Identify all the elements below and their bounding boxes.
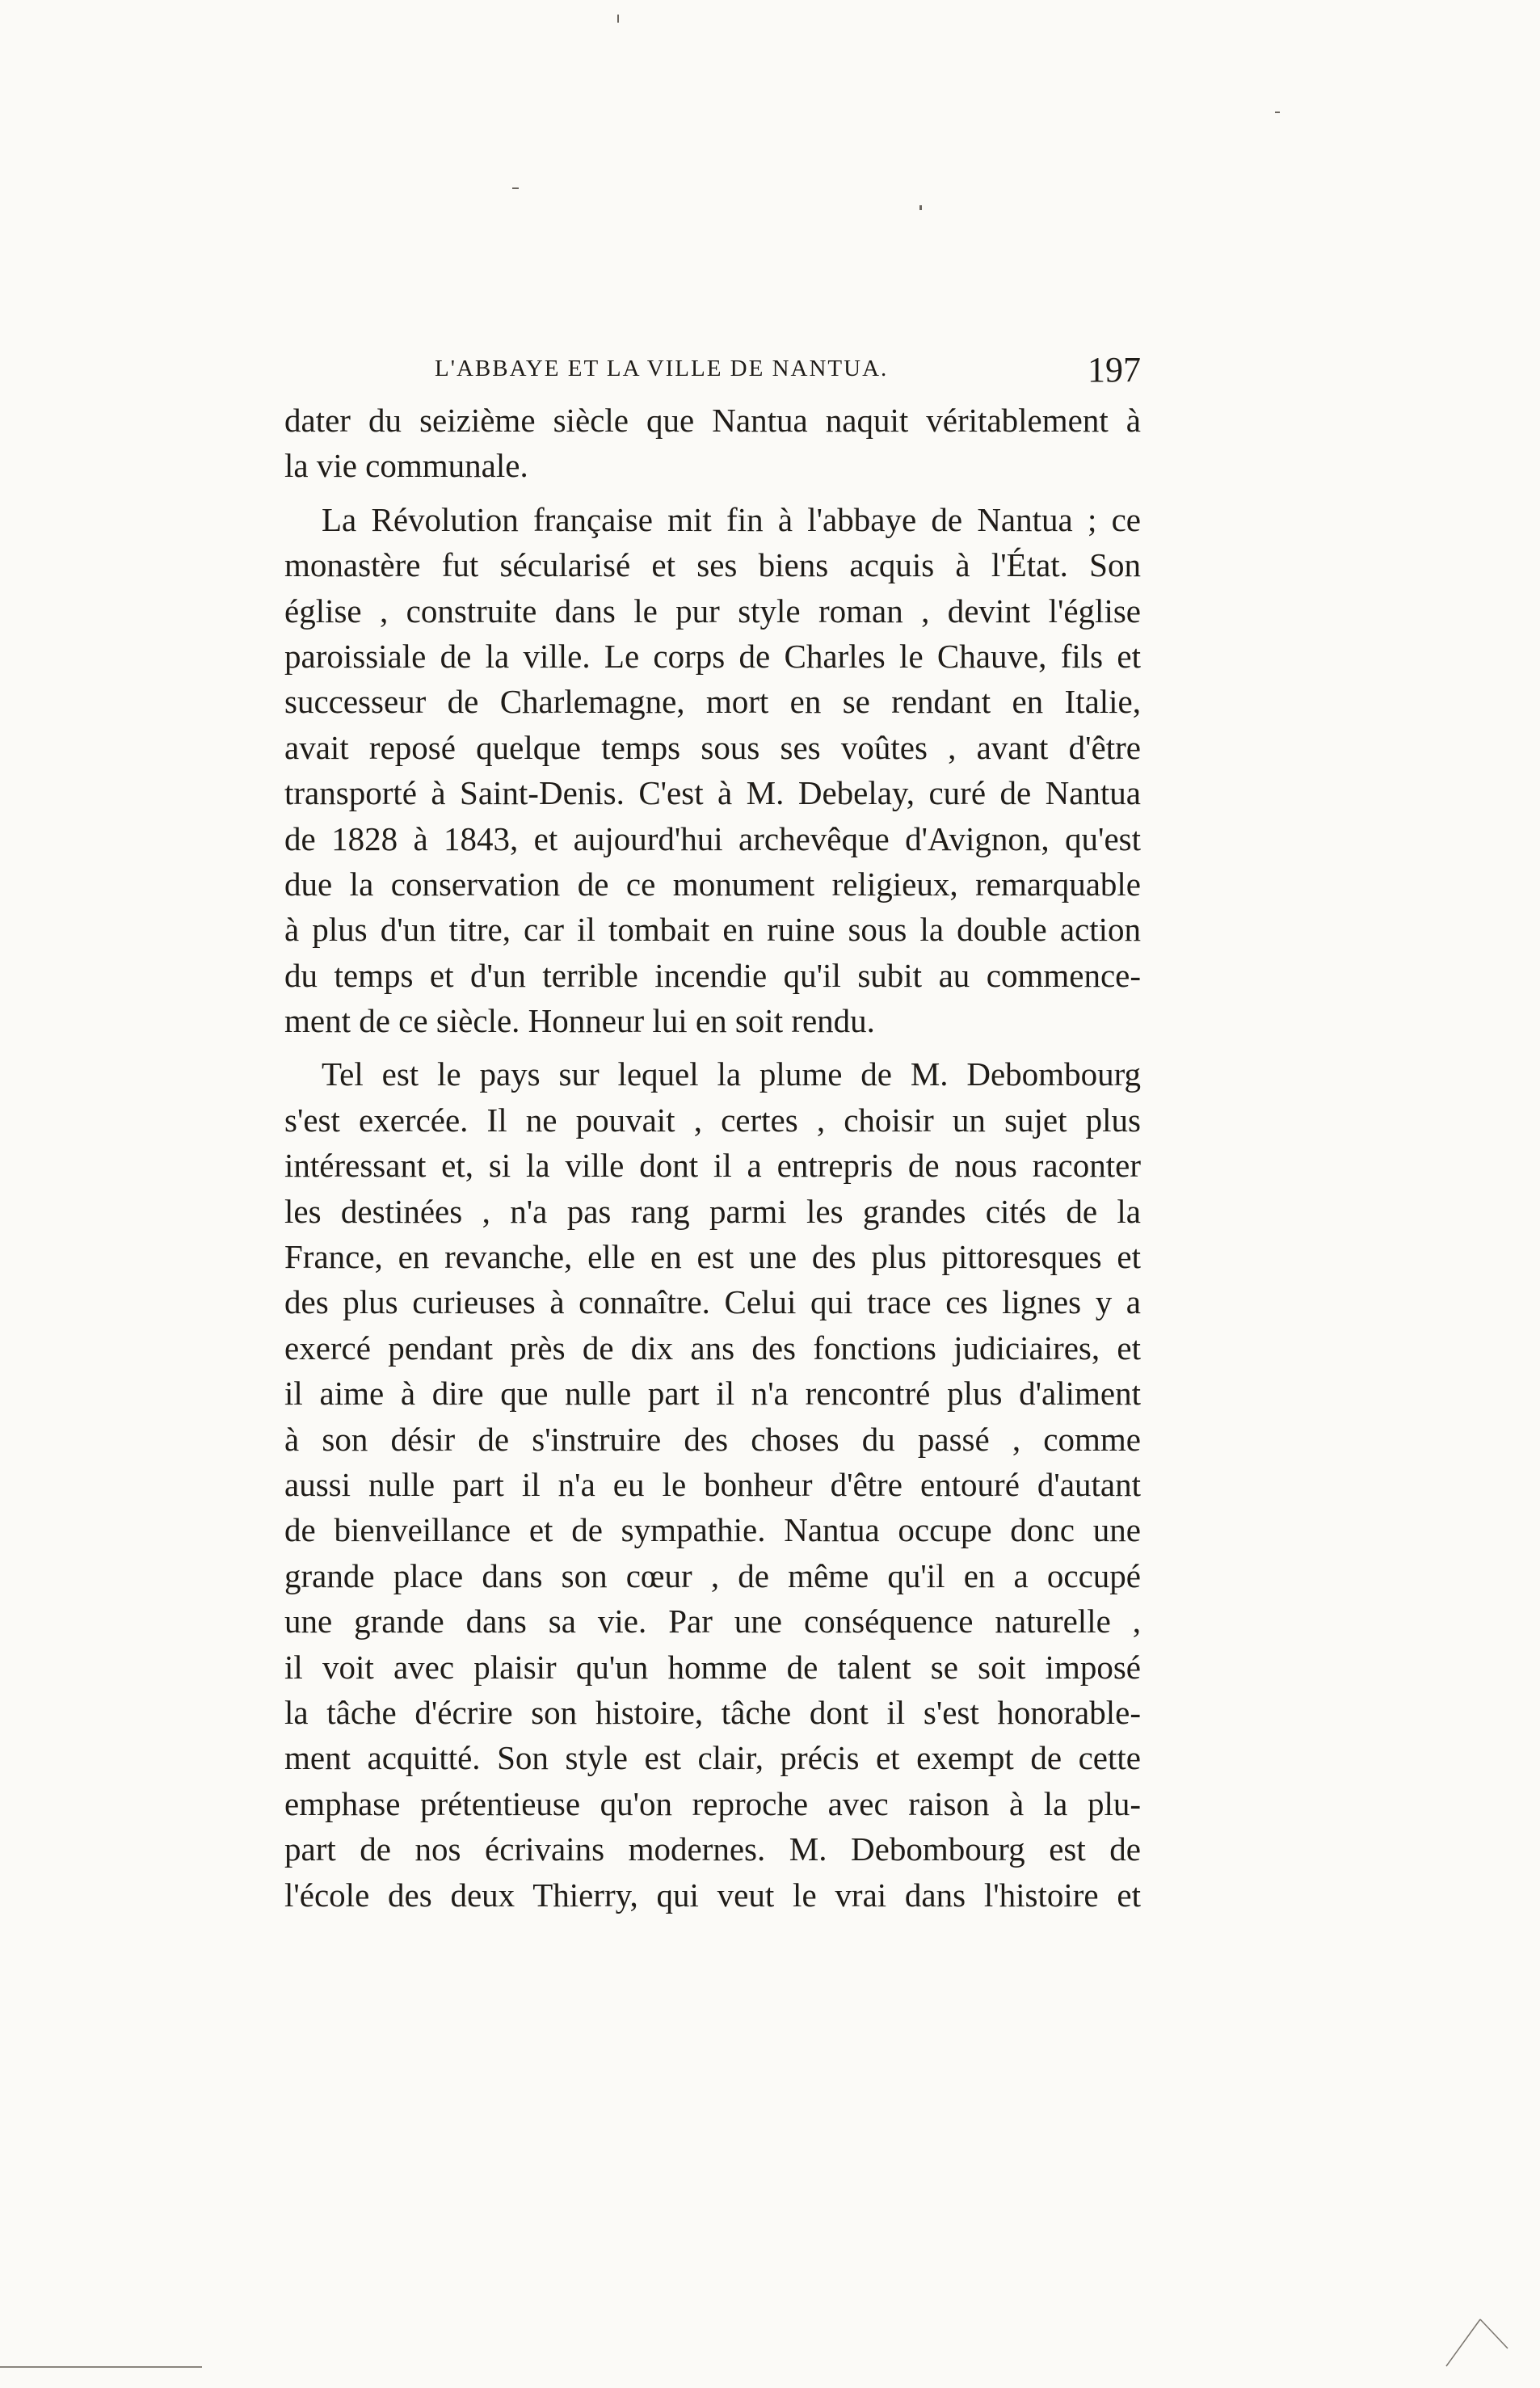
text-line: des plus curieuses à connaître. Celui qui trace ces lignes y a: [284, 1283, 1141, 1321]
text-line: exercé pendant près de dix ans des fonctions judiciaires, et: [284, 1329, 1141, 1367]
text-line: la vie communale.: [284, 447, 528, 485]
text-line: La Révolution française mit fin à l'abbaye de Nantua ; ce: [322, 500, 1141, 538]
text-line: de bienveillance et de sympathie. Nantua occupe donc une: [284, 1511, 1141, 1549]
text-line: France, en revanche, elle en est une des plus pittoresques et: [284, 1238, 1141, 1276]
text-line: à son désir de s'instruire des choses du passé , comme: [284, 1420, 1141, 1458]
text-line: ment de ce siècle. Honneur lui en soit rendu.: [284, 1002, 875, 1040]
text-line: paroissiale de la ville. Le corps de Charles le Chauve, fils et: [284, 637, 1141, 675]
body-text: [284, 398, 1141, 1918]
text-line: ment acquitté. Son style est clair, précis et exempt de cette: [284, 1739, 1141, 1777]
text-line: aussi nulle part il n'a eu le bonheur d'être entouré d'autant: [284, 1465, 1141, 1503]
text-line: intéressant et, si la ville dont il a entrepris de nous raconter: [284, 1147, 1141, 1185]
text-line: de 1828 à 1843, et aujourd'hui archevêque d'Avignon, qu'est: [284, 819, 1141, 857]
stray-mark: [512, 187, 519, 189]
text-line: à plus d'un titre, car il tombait en ruine sous la double action: [284, 911, 1141, 949]
text-line: grande place dans son cœur , de même qu'il en a occupé: [284, 1556, 1141, 1594]
running-head: [284, 349, 1141, 398]
text-line: due la conservation de ce monument religieux, remarquable: [284, 865, 1141, 903]
text-line: il voit avec plaisir qu'un homme de talent se soit imposé: [284, 1648, 1141, 1686]
stray-mark: [1275, 112, 1280, 113]
text-line: Tel est le pays sur lequel la plume de M. Debombourg: [322, 1055, 1141, 1093]
text-line: successeur de Charlemagne, mort en se rendant en Italie,: [284, 683, 1141, 721]
text-line: du temps et d'un terrible incendie qu'il subit au commence-: [284, 956, 1141, 994]
text-line: église , construite dans le pur style roman , devint l'église: [284, 592, 1141, 630]
text-line: emphase prétentieuse qu'on reproche avec raison à la plu-: [284, 1784, 1141, 1822]
scan-edge-rule: [0, 2366, 202, 2368]
page-number: 197: [1088, 350, 1141, 390]
scan-corner-mark: [1438, 2295, 1511, 2368]
text-line: transporté à Saint-Denis. C'est à M. Debelay, curé de Nantua: [284, 774, 1141, 812]
text-line: une grande dans sa vie. Par une conséquence naturelle ,: [284, 1603, 1141, 1640]
text-line: part de nos écrivains modernes. M. Debombourg est de: [284, 1830, 1141, 1868]
stray-mark: [617, 15, 619, 23]
text-line: monastère fut sécularisé et ses biens acquis à l'État. Son: [284, 546, 1141, 584]
text-line: il aime à dire que nulle part il n'a rencontré plus d'aliment: [284, 1375, 1141, 1413]
stray-mark: [919, 205, 922, 210]
text-line: la tâche d'écrire son histoire, tâche dont il s'est honorable-: [284, 1693, 1141, 1731]
text-line: avait reposé quelque temps sous ses voûtes , avant d'être: [284, 728, 1141, 766]
text-line: les destinées , n'a pas rang parmi les grandes cités de la: [284, 1192, 1141, 1230]
text-line: s'est exercée. Il ne pouvait , certes , choisir un sujet plus: [284, 1101, 1141, 1139]
text-line: dater du seizième siècle que Nantua naquit véritablement à: [284, 402, 1141, 439]
text-line: l'école des deux Thierry, qui veut le vrai dans l'histoire et: [284, 1876, 1141, 1914]
running-title: L'ABBAYE ET LA VILLE DE NANTUA.: [435, 356, 889, 381]
